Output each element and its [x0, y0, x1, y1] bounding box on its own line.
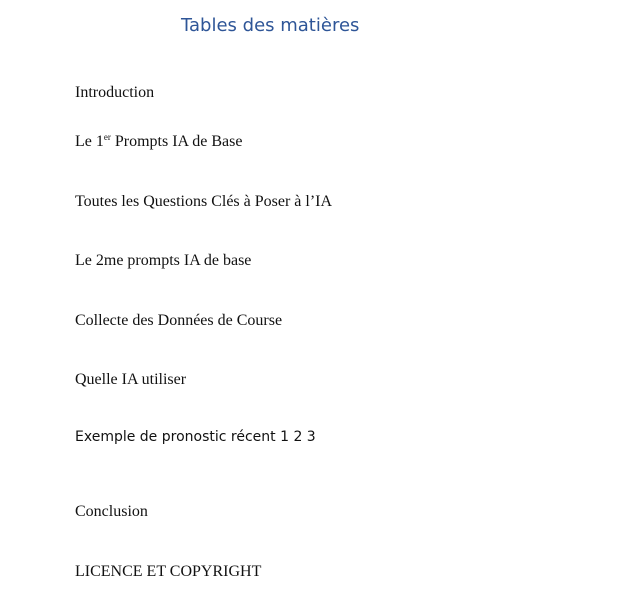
toc-entry-data-collection[interactable]: Collecte des Données de Course — [75, 312, 283, 329]
toc-entry-first-prompts-pre: Le 1 — [75, 133, 104, 150]
toc-entry-first-prompts[interactable] — [75, 134, 242, 150]
toc-entry-which-ai[interactable]: Quelle IA utiliser — [75, 371, 187, 388]
toc-entry-recent-example[interactable]: Exemple de pronostic récent 1 2 3 — [75, 429, 316, 445]
toc-title: Tables des matières — [181, 15, 360, 36]
toc-entry-introduction[interactable]: Introduction — [75, 84, 155, 101]
toc-entry-first-prompts-sup: er — [103, 132, 111, 142]
toc-entry-key-questions[interactable]: Toutes les Questions Clés à Poser à l’IA — [75, 193, 333, 210]
toc-entry-first-prompts-post: Prompts IA de Base — [110, 133, 243, 150]
toc-entry-second-prompts[interactable]: Le 2me prompts IA de base — [75, 252, 252, 269]
toc-entry-license[interactable]: LICENCE ET COPYRIGHT — [75, 563, 262, 580]
toc-entry-conclusion[interactable]: Conclusion — [75, 503, 148, 520]
